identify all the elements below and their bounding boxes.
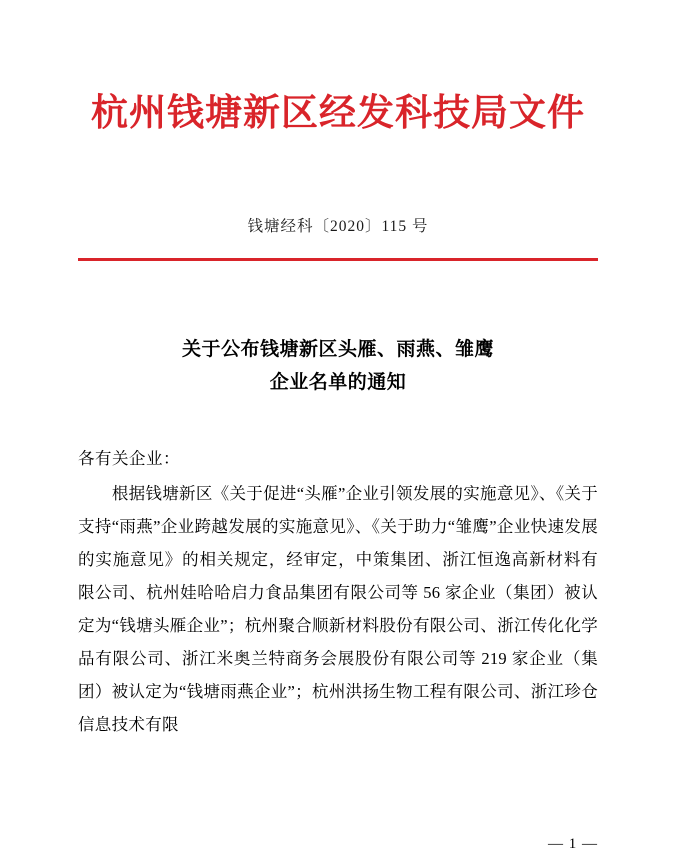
document-page bbox=[0, 92, 676, 857]
body-paragraph-wrapper bbox=[78, 477, 598, 741]
subject-line-2: 企业名单的通知 bbox=[269, 372, 407, 394]
document-header-title: 杭州钱塘新区经发科技局文件 bbox=[91, 93, 585, 134]
document-number: 钱塘经科〔2020〕115 号 bbox=[247, 218, 429, 236]
page-number: — 1 — bbox=[548, 836, 598, 852]
salutation: 各有关企业： bbox=[78, 449, 180, 469]
body-paragraph: 根据钱塘新区《关于促进“头雁”企业引领发展的实施意见》、《关于支持“雨燕”企业跨越发展的实施意见》、《关于助力“雏鹰”企业快速发展的实施意见》的相关规定，经审定，中策集团、浙江恒逸高新材料有限公司、杭州娃哈哈启力食品集团有限公司等 56 家企业（集团）被认定为“钱塘头雁企业”；杭州聚合顺新材料股份有限公司、浙江传化化学品有限公司、浙江米奥兰特商务会展股份有限公司等 219 家企业（集团）被认定为“钱塘雨燕企业”；杭州洪扬生物工程有限公司、浙江珍仓信息技术有限 bbox=[78, 484, 598, 735]
red-divider-rule bbox=[78, 258, 598, 261]
document-subject bbox=[78, 333, 598, 400]
subject-line-1: 关于公布钱塘新区头雁、雨燕、雏鹰 bbox=[181, 338, 494, 360]
